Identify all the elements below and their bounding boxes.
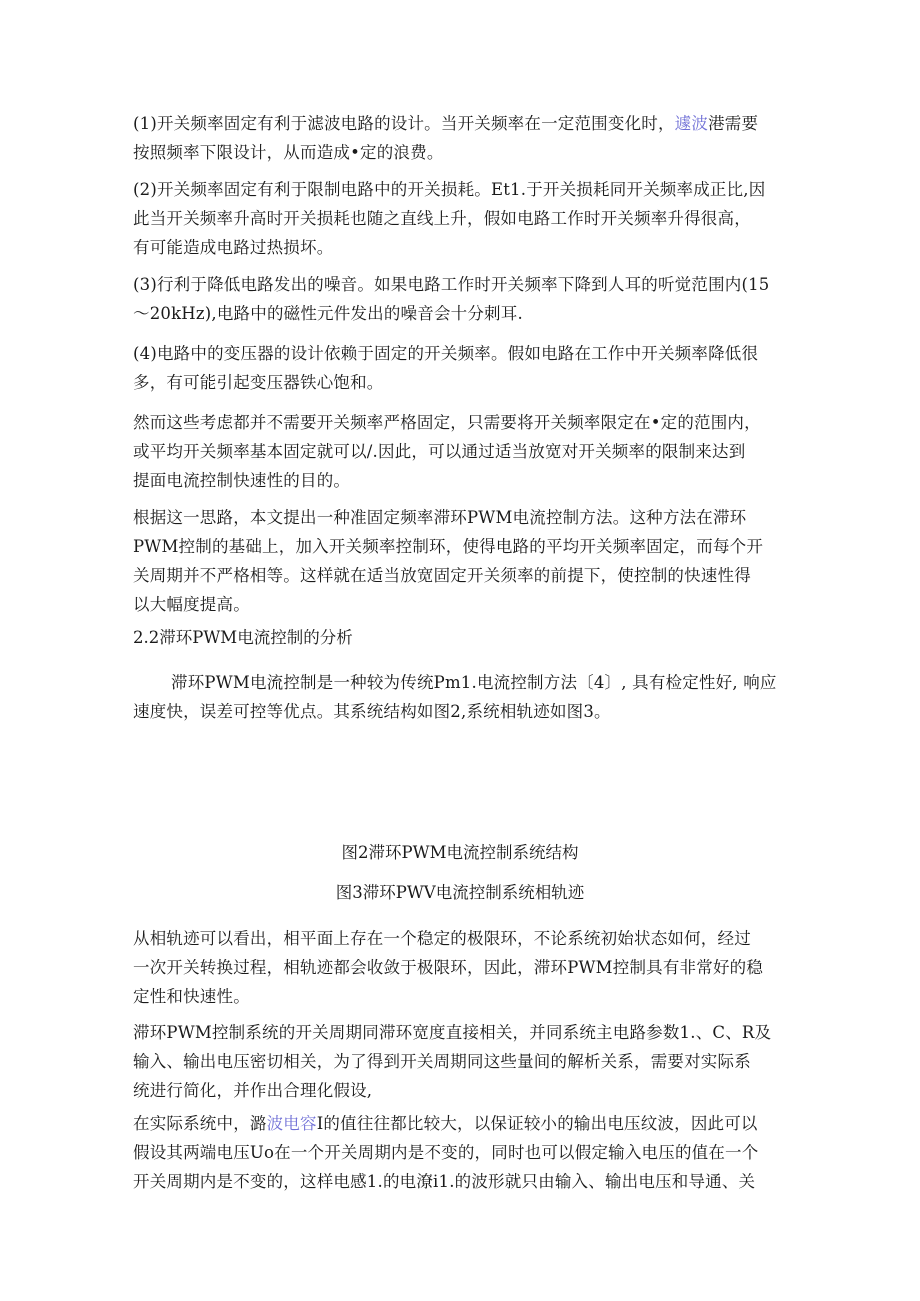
paragraph-5 bbox=[133, 408, 783, 495]
text-line: 在实际系统中，潞波电容I的值往往都比较大，以保证较小的输出电压纹波，因此可以 bbox=[133, 1114, 758, 1133]
section-heading: 2.2滞环PWM电流控制的分析 bbox=[133, 628, 353, 647]
text-line: 定性和快速性。 bbox=[133, 987, 250, 1006]
text-line: 开关周期内是不变的，这样电感1.的电潦i1.的波形就只由输入、输出电压和导通、关 bbox=[133, 1172, 756, 1191]
text-line: 滞环PWM电流控制是一种较为传统Pm1.电流控制方法〔4〕, 具有检定性好, 响应 bbox=[171, 673, 777, 692]
text-line: 提面电流控制快速性的目的。 bbox=[133, 471, 351, 490]
text-line: 以大幅度提高。 bbox=[133, 595, 250, 614]
paragraph-8 bbox=[133, 924, 783, 1011]
text-line: 多，有可能引起变压器铁心饱和。 bbox=[133, 373, 384, 392]
paragraph-1 bbox=[133, 109, 783, 167]
paragraph-3 bbox=[133, 270, 783, 328]
text-line: (3)行利于降低电路发出的噪音。如果电路工作时开关频率下降到人耳的听觉范围内(15 bbox=[133, 275, 770, 294]
text-line: 一次开关转换过程，相轨迹都会收敛于极限环，因此，滞环PWM控制具有非常好的稳 bbox=[133, 958, 764, 977]
text-line: PWM控制的基础上，加入开关频率控制环，使得电路的平均开关频率固定，而每个开 bbox=[133, 537, 764, 556]
paragraph-2 bbox=[133, 175, 783, 262]
text-line: (2)开关频率固定有利于限制电路中的开关损耗。Et1.于开关损耗同开关频率成正比,因 bbox=[133, 180, 766, 199]
text-line: (4)电路中的变压器的设计依赖于固定的开关频率。假如电路在工作中开关频率降低很 bbox=[133, 344, 759, 363]
text-line: 速度快，误差可控等优点。其系统结构如图2,系统相轨迹如图3。 bbox=[133, 702, 611, 721]
text-line: 或平均开关频率基本固定就可以/.因此，可以通过适当放宽对开关频率的限制来达到 bbox=[133, 442, 746, 461]
text-line: 从相轨迹可以看出，相平面上存在一个稳定的极限环，不论系统初始状态如何，经过 bbox=[133, 929, 751, 948]
text-line: 按照频率下限设计，从而造成•定的浪费。 bbox=[133, 143, 444, 162]
paragraph-10 bbox=[133, 1109, 783, 1196]
text-line: 输入、输出电压密切相关，为了得到开关周期同这些量间的解析关系，需要对实际系 bbox=[133, 1052, 751, 1071]
paragraph-6 bbox=[133, 503, 783, 619]
hyperlink-text[interactable]: 遽波 bbox=[674, 114, 709, 133]
paragraph-7 bbox=[133, 668, 783, 726]
text-line: 滞环PWM控制系统的开关周期同滞环宽度直接相关，并同系统主电路参数1.、C、R及 bbox=[133, 1023, 772, 1042]
paragraph-4 bbox=[133, 339, 783, 397]
text-line: (1)开关频率固定有利于滤波电路的设计。当开关频率在一定范围变化时，遽波港需要 bbox=[133, 114, 759, 133]
text-line: ～20kHz),电路中的磁性元件发出的噪音会十分刺耳. bbox=[133, 304, 523, 323]
text-line: 然而这些考虑都并不需要开关频率严格固定，只需要将开关频率限定在•定的范围内， bbox=[133, 413, 761, 432]
text-line: 假设其两端电压Uo在一个开关周期内是不变的，同时也可以假定输入电压的值在一个 bbox=[133, 1143, 759, 1162]
text-line: 关周期并不严格相等。这样就在适当放宽固定开关须率的前提下，使控制的快速性得 bbox=[133, 566, 751, 585]
text-line: 此当开关频率升高时开关损耗也随之直线上升，假如电路工作时开关频率升得很高， bbox=[133, 209, 751, 228]
text-line: 有可能造成电路过热损坏。 bbox=[133, 238, 334, 257]
figure-2-caption: 图2滞环PWM电流控制系统结构 bbox=[341, 843, 579, 862]
text-line: 根据这一思路，本文提出一种准固定频率滞环PWM电流控制方法。这种方法在滞环 bbox=[133, 508, 747, 527]
paragraph-9 bbox=[133, 1018, 783, 1105]
text-line: 统进行简化，并作出合理化假设, bbox=[133, 1081, 373, 1100]
hyperlink-text[interactable]: 波电容 bbox=[266, 1114, 317, 1133]
figure-3-caption: 图3滞环PWV电流控制系统相轨迹 bbox=[335, 883, 585, 902]
